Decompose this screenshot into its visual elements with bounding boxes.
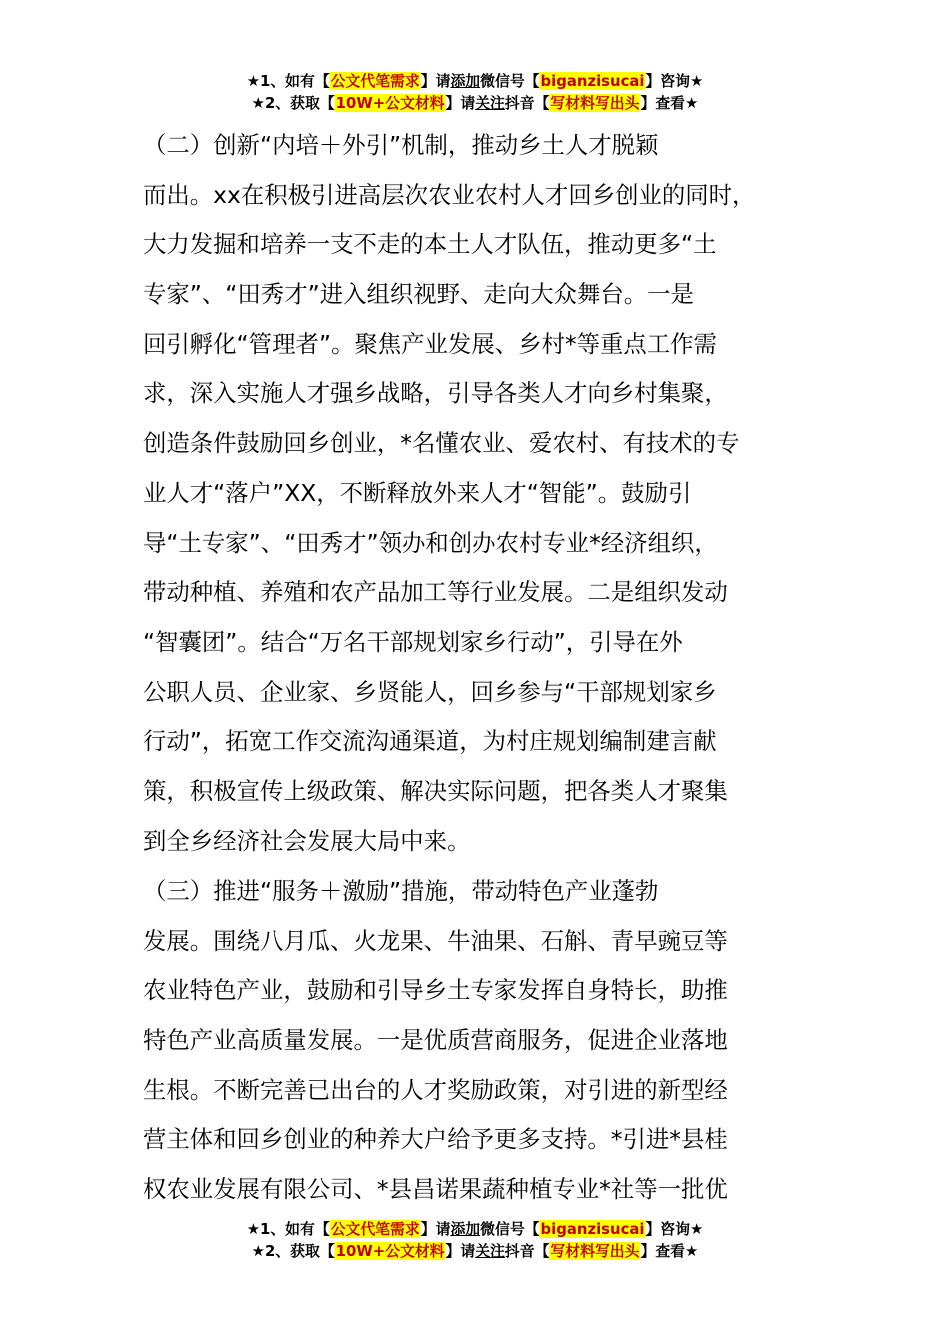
text-line: 生根。不断完善已出台的人才奖励政策，对引进的新型经 — [143, 1075, 728, 1104]
promo-text: 】请 — [445, 94, 476, 112]
text-line: 回引孵化“管理者”。聚焦产业发展、乡村*等重点工作需 — [143, 329, 717, 358]
text-line: 发展。围绕八月瓜、火龙果、牛油果、石斛、青早豌豆等 — [143, 926, 728, 955]
promo-text: 】咨询★ — [645, 72, 704, 90]
promo-highlight: 10W+公文材料 — [335, 94, 445, 112]
promo-highlight: 10W+公文材料 — [335, 1242, 445, 1260]
promo-underline: 关注 — [475, 94, 505, 112]
text-line: 权农业发展有限公司、*县昌诺果蔬种植专业*社等一批优 — [143, 1175, 728, 1204]
text-line: 农业特色产业，鼓励和引导乡土专家发挥自身特长，助推 — [143, 976, 728, 1005]
promo-banner-top — [0, 70, 950, 114]
text-line: 业人才“落户”XX，不断释放外来人才“智能”。鼓励引 — [143, 478, 692, 507]
text-line: 公职人员、企业家、乡贤能人，回乡参与“干部规划家乡 — [143, 677, 717, 706]
promo-text: 微信号【 — [480, 72, 540, 90]
text-line: 而出。xx在积极引进高层次农业农村人才回乡创业的同时， — [143, 180, 756, 209]
promo-highlight: 写材料写出头 — [550, 1242, 640, 1260]
promo-text: 】请 — [445, 1242, 476, 1260]
promo-underline: 关注 — [475, 1242, 505, 1260]
text-line: 创造条件鼓励回乡创业，*名懂农业、爱农村、有技术的专 — [143, 429, 740, 458]
text-line: 行动”，拓宽工作交流沟通渠道，为村庄规划编制建言献 — [143, 727, 717, 756]
text-line: 专家”、“田秀才”进入组织视野、走向大众舞台。一是 — [143, 280, 694, 309]
promo-line-1 — [5, 70, 945, 92]
text-line: （二）创新“内培＋外引”机制，推动乡土人才脱颖 — [143, 131, 659, 159]
text-line: 大力发掘和培养一支不走的本土人才队伍，推动更多“土 — [143, 230, 717, 259]
promo-highlight: 写材料写出头 — [550, 94, 640, 112]
promo-text: 微信号【 — [480, 1220, 540, 1238]
text-line: 求，深入实施人才强乡战略，引导各类人才向乡村集聚， — [143, 379, 728, 408]
paragraph-service-incentive — [143, 867, 833, 1215]
text-line: （三）推进“服务＋激励”措施，带动特色产业蓬勃 — [143, 877, 659, 905]
promo-line-1 — [5, 1218, 945, 1240]
promo-text: 】查看★ — [640, 1242, 699, 1260]
promo-text: ★1、如有【 — [246, 1220, 330, 1238]
text-line: “智囊团”。结合“万名干部规划家乡行动”，引导在外 — [143, 627, 683, 656]
promo-line-2 — [5, 1240, 945, 1262]
promo-text: 】咨询★ — [645, 1220, 704, 1238]
promo-banner-bottom — [0, 1218, 950, 1262]
promo-text: 】查看★ — [640, 94, 699, 112]
promo-text: ★2、获取【 — [251, 94, 335, 112]
promo-underline: 添加 — [450, 72, 481, 90]
promo-text: 抖音【 — [504, 1242, 550, 1260]
text-line: 营主体和回乡创业的种养大户给予更多支持。*引进*县桂 — [143, 1125, 728, 1154]
promo-underline: 添加 — [450, 1220, 481, 1238]
promo-text: ★2、获取【 — [251, 1242, 335, 1260]
promo-text: 】请 — [420, 72, 451, 90]
promo-highlight: 公文代笔需求 — [330, 1220, 420, 1238]
promo-line-2 — [5, 92, 945, 114]
text-line: 带动种植、养殖和农产品加工等行业发展。二是组织发动 — [143, 578, 728, 607]
promo-highlight: biganzisucai — [540, 1220, 645, 1238]
promo-text: 】请 — [420, 1220, 451, 1238]
promo-text: 抖音【 — [504, 94, 550, 112]
text-line: 到全乡经济社会发展大局中来。 — [143, 826, 471, 855]
text-line: 特色产业高质量发展。一是优质营商服务，促进企业落地 — [143, 1026, 728, 1055]
promo-highlight: 公文代笔需求 — [330, 72, 420, 90]
text-line: 策，积极宣传上级政策、解决实际问题，把各类人才聚集 — [143, 776, 728, 805]
paragraph-talent-mechanism — [143, 121, 833, 866]
promo-highlight: biganzisucai — [540, 72, 645, 90]
text-line: 导“土专家”、“田秀才”领办和创办农村专业*经济组织， — [143, 528, 718, 557]
promo-text: ★1、如有【 — [246, 72, 330, 90]
